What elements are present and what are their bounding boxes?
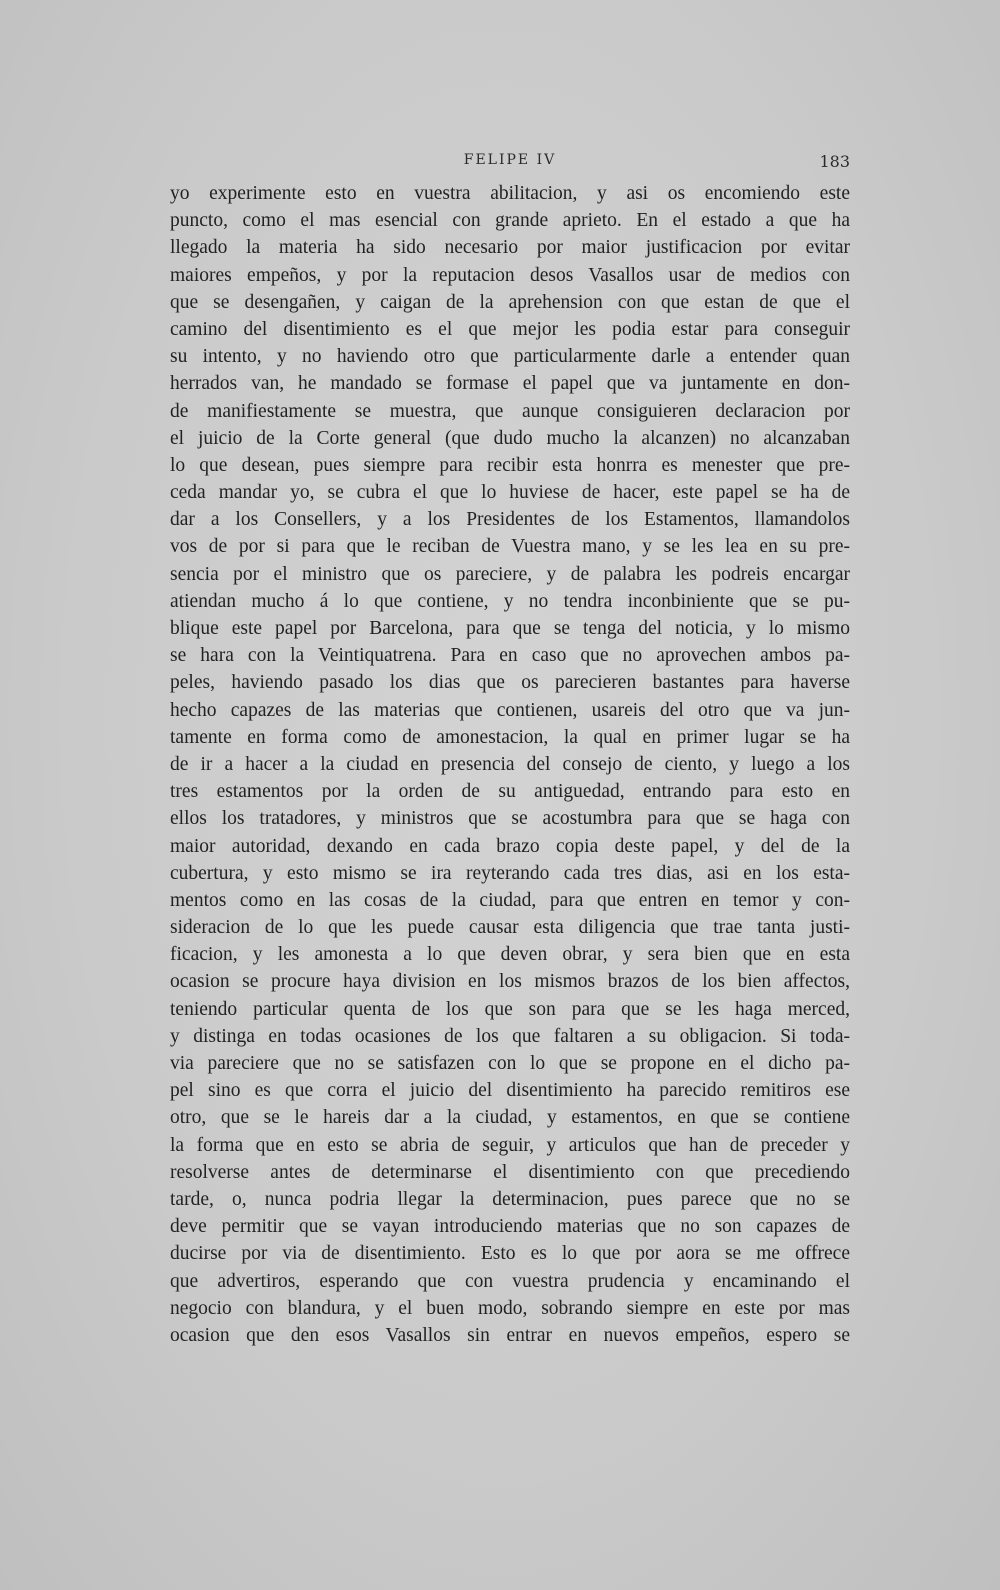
text-line: dar a los Consellers, y a los Presidentes de los Estamentos, llamandolos — [170, 509, 850, 531]
text-line: ceda mandar yo, se cubra el que lo huviese de hacer, este papel se ha de — [170, 482, 850, 504]
text-line: el juicio de la Corte general (que dudo mucho la alcanzen) no alcanzaban — [170, 427, 850, 449]
text-line: vos de por si para que le reciban de Vuestra mano, y se les lea en su pre- — [170, 536, 850, 558]
page-number: 183 — [819, 152, 850, 171]
text-line: yo experimente esto en vuestra abilitacion, y asi os encomiendo este — [170, 183, 850, 204]
text-line: blique este papel por Barcelona, para que se tenga del noticia, y lo mismo — [170, 618, 850, 639]
text-line: otro, que se le hareis dar a la ciudad, y estamentos, en que se contiene — [170, 1107, 850, 1129]
text-line: herrados van, he mandado se formase el papel que va juntamente en don- — [170, 373, 850, 395]
text-line: maior autoridad, dexando en cada brazo copia deste papel, y del de la — [170, 835, 850, 857]
running-head — [170, 152, 850, 174]
text-line: de manifiestamente se muestra, que aunque consiguieren declaracion por — [170, 400, 850, 422]
text-line: resolverse antes de determinarse el disentimiento con que precediendo — [170, 1161, 850, 1183]
text-line: llegado la materia ha sido necesario por maior justificacion por evitar — [170, 237, 850, 259]
running-title: FELIPE IV — [463, 152, 557, 168]
text-line: de ir a hacer a la ciudad en presencia del consejo de ciento, y luego a los — [170, 753, 850, 775]
text-line: via pareciere que no se satisfazen con lo que se propone en el dicho pa- — [170, 1053, 850, 1074]
text-line: negocio con blandura, y el buen modo, sobrando siempre en este por mas — [170, 1297, 850, 1319]
text-line: la forma que en esto se abria de seguir, y articulos que han de preceder y — [170, 1134, 850, 1156]
text-line: se hara con la Veintiquatrena. Para en caso que no aprovechen ambos pa- — [170, 645, 850, 667]
text-line: que se desengañen, y caigan de la aprehension con que estan de que el — [170, 291, 850, 313]
text-line: pel sino es que corra el juicio del disentimiento ha parecido remitiros ese — [170, 1080, 850, 1102]
text-line: puncto, como el mas esencial con grande aprieto. En el estado a que ha — [170, 210, 850, 232]
text-line: ellos los tratadores, y ministros que se acostumbra para que se haga con — [170, 808, 850, 830]
text-line: lo que desean, pues siempre para recibir esta honrra es menester que pre- — [170, 454, 850, 476]
text-line: deve permitir que se vayan introduciendo materias que no son capazes de — [170, 1216, 850, 1238]
text-line: ocasion que den esos Vasallos sin entrar en nuevos empeños, espero se — [170, 1324, 850, 1346]
text-line: camino del disentimiento es el que mejor les podia estar para conseguir — [170, 318, 850, 340]
text-line: su intento, y no haviendo otro que particularmente darle a entender quan — [170, 346, 850, 368]
text-line: sencia por el ministro que os pareciere, y de palabra les podreis encargar — [170, 563, 850, 585]
text-line: peles, haviendo pasado los dias que os parecieren bastantes para haverse — [170, 672, 850, 694]
text-line: mentos como en las cosas de la ciudad, para que entren en temor y con- — [170, 889, 850, 911]
text-line: maiores empeños, y por la reputacion desos Vasallos usar de medios con — [170, 264, 850, 286]
text-line: ducirse por via de disentimiento. Esto es lo que por aora se me offrece — [170, 1243, 850, 1265]
text-line: ocasion se procure haya division en los mismos brazos de los bien affectos, — [170, 971, 850, 993]
text-line: teniendo particular quenta de los que son para que se les haga merced, — [170, 998, 850, 1020]
text-line: tres estamentos por la orden de su antiguedad, entrando para esto en — [170, 781, 850, 803]
text-line: tarde, o, nunca podria llegar la determinacion, pues parece que no se — [170, 1188, 850, 1210]
body-text — [170, 180, 850, 1349]
text-line: ficacion, y les amonesta a lo que deven obrar, y sera bien que en esta — [170, 944, 850, 966]
text-line: sideracion de lo que les puede causar esta diligencia que trae tanta justi- — [170, 917, 850, 939]
text-line: tamente en forma como de amonestacion, la qual en primer lugar se ha — [170, 726, 850, 748]
text-line: que advertiros, esperando que con vuestra prudencia y encaminando el — [170, 1270, 850, 1292]
text-line: hecho capazes de las materias que contienen, usareis del otro que va jun- — [170, 699, 850, 721]
text-line: y distinga en todas ocasiones de los que faltaren a su obligacion. Si toda- — [170, 1025, 850, 1047]
text-line: atiendan mucho á lo que contiene, y no tendra inconbiniente que se pu- — [170, 590, 850, 612]
text-line: cubertura, y esto mismo se ira reyterando cada tres dias, asi en los esta- — [170, 862, 850, 884]
